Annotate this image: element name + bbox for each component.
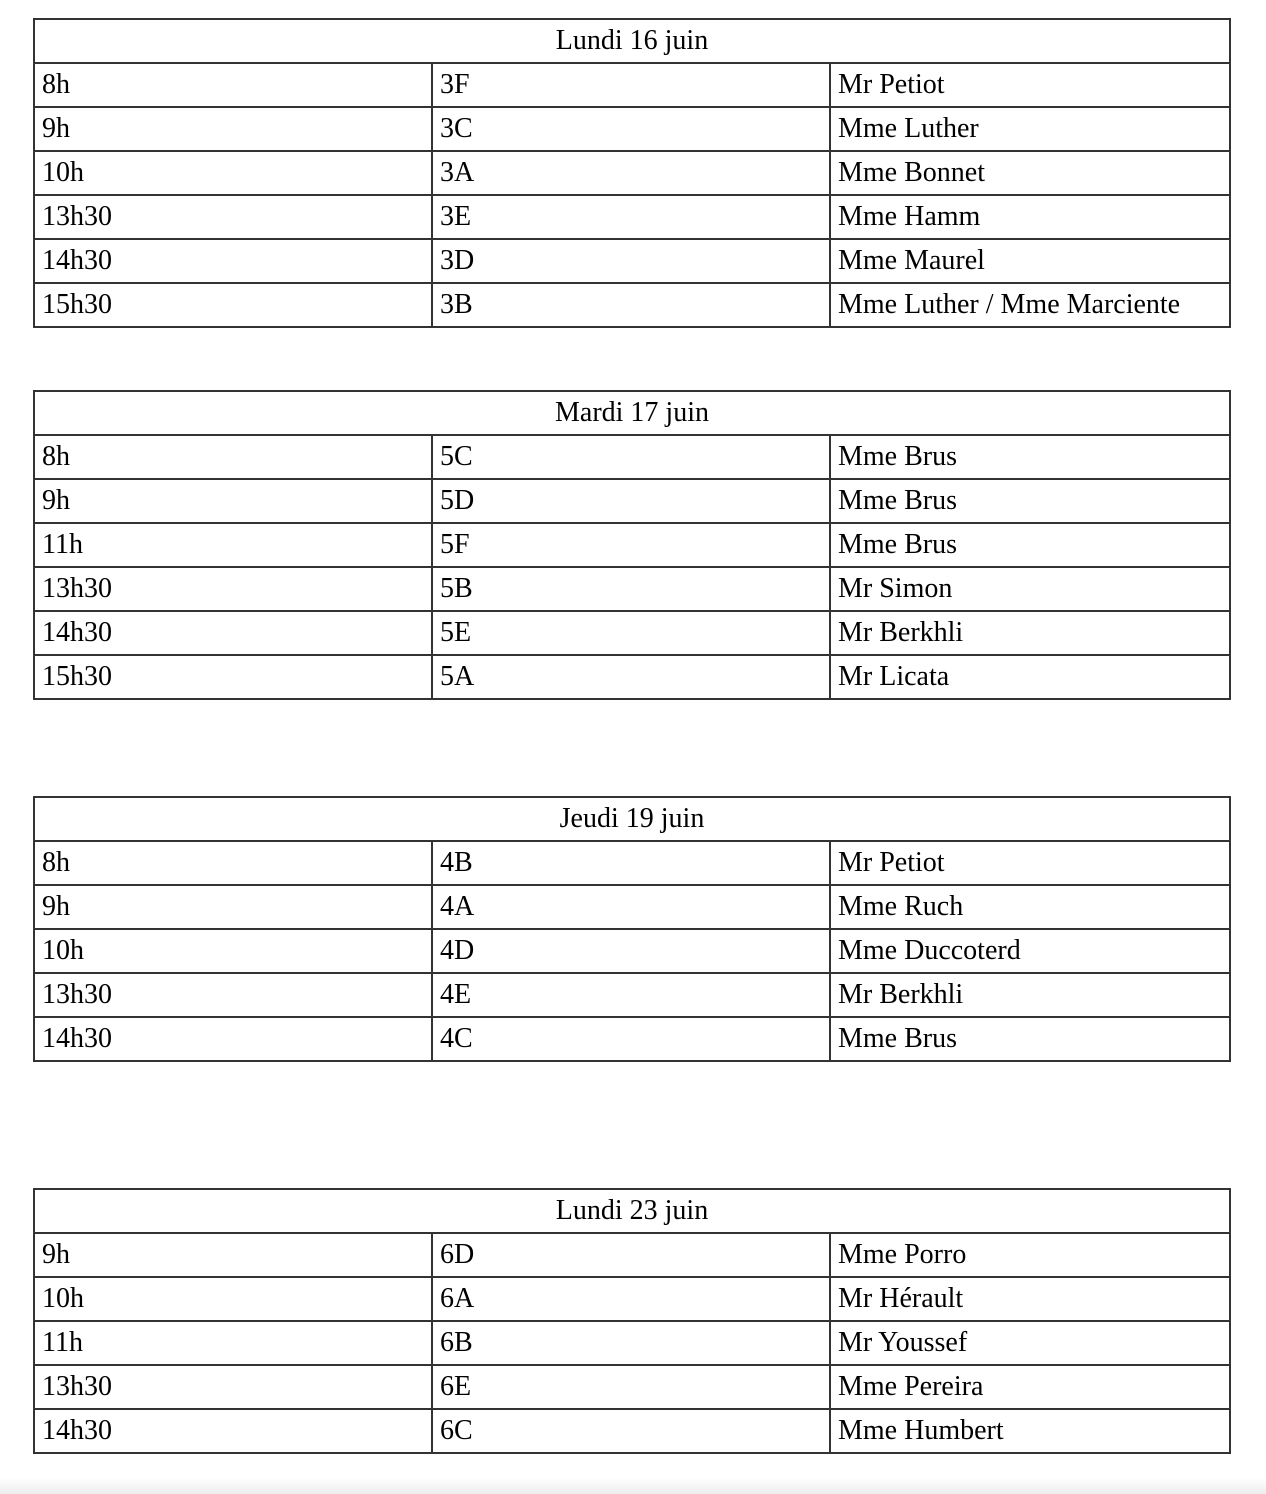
teacher-cell: Mme Duccoterd [830,929,1230,973]
time-cell: 10h [34,151,432,195]
class-cell: 6D [432,1233,830,1277]
table-row [34,611,1230,655]
teacher-cell: Mme Ruch [830,885,1230,929]
class-cell: 3A [432,151,830,195]
teacher-cell: Mme Pereira [830,1365,1230,1409]
table-row [34,841,1230,885]
time-cell: 14h30 [34,1017,432,1061]
teacher-cell: Mme Hamm [830,195,1230,239]
time-cell: 13h30 [34,1365,432,1409]
class-cell: 3E [432,195,830,239]
table-row [34,151,1230,195]
teacher-cell: Mme Maurel [830,239,1230,283]
table-row [34,1233,1230,1277]
day-title: Lundi 16 juin [34,19,1230,63]
table-row [34,655,1230,699]
teacher-cell: Mme Brus [830,1017,1230,1061]
class-cell: 6A [432,1277,830,1321]
table-row [34,885,1230,929]
table-row [34,1365,1230,1409]
time-cell: 13h30 [34,567,432,611]
table-row [34,283,1230,327]
teacher-cell: Mme Brus [830,523,1230,567]
schedule-table-day-3 [33,796,1231,1062]
time-cell: 8h [34,435,432,479]
table-row [34,479,1230,523]
class-cell: 4D [432,929,830,973]
time-cell: 11h [34,523,432,567]
class-cell: 5F [432,523,830,567]
table-row [34,567,1230,611]
time-cell: 15h30 [34,655,432,699]
table-row [34,63,1230,107]
teacher-cell: Mr Petiot [830,63,1230,107]
time-cell: 9h [34,479,432,523]
teacher-cell: Mr Berkhli [830,973,1230,1017]
time-cell: 8h [34,841,432,885]
time-cell: 14h30 [34,1409,432,1453]
day-title: Jeudi 19 juin [34,797,1230,841]
teacher-cell: Mme Luther [830,107,1230,151]
time-cell: 13h30 [34,195,432,239]
table-row [34,973,1230,1017]
class-cell: 4A [432,885,830,929]
day-header-row [34,391,1230,435]
class-cell: 6E [432,1365,830,1409]
table-row [34,1409,1230,1453]
teacher-cell: Mr Hérault [830,1277,1230,1321]
table-row [34,523,1230,567]
table-row [34,929,1230,973]
teacher-cell: Mme Brus [830,435,1230,479]
class-cell: 3F [432,63,830,107]
class-cell: 3B [432,283,830,327]
time-cell: 9h [34,1233,432,1277]
table-row [34,1017,1230,1061]
time-cell: 9h [34,107,432,151]
class-cell: 3D [432,239,830,283]
class-cell: 6C [432,1409,830,1453]
class-cell: 6B [432,1321,830,1365]
class-cell: 5D [432,479,830,523]
teacher-cell: Mr Youssef [830,1321,1230,1365]
class-cell: 5B [432,567,830,611]
time-cell: 14h30 [34,239,432,283]
time-cell: 13h30 [34,973,432,1017]
table-row [34,1277,1230,1321]
teacher-cell: Mr Petiot [830,841,1230,885]
time-cell: 11h [34,1321,432,1365]
teacher-cell: Mme Porro [830,1233,1230,1277]
day-header-row [34,1189,1230,1233]
table-row [34,107,1230,151]
time-cell: 15h30 [34,283,432,327]
class-cell: 5E [432,611,830,655]
time-cell: 8h [34,63,432,107]
time-cell: 14h30 [34,611,432,655]
day-header-row [34,797,1230,841]
table-row [34,435,1230,479]
schedule-table-day-1 [33,18,1231,328]
time-cell: 10h [34,1277,432,1321]
class-cell: 4E [432,973,830,1017]
class-cell: 5A [432,655,830,699]
teacher-cell: Mme Luther / Mme Marciente [830,283,1230,327]
teacher-cell: Mme Bonnet [830,151,1230,195]
teacher-cell: Mme Humbert [830,1409,1230,1453]
day-title: Mardi 17 juin [34,391,1230,435]
day-title: Lundi 23 juin [34,1189,1230,1233]
teacher-cell: Mr Licata [830,655,1230,699]
bottom-edge-shade [0,1478,1266,1494]
class-cell: 5C [432,435,830,479]
schedule-table-day-4 [33,1188,1231,1454]
class-cell: 3C [432,107,830,151]
time-cell: 9h [34,885,432,929]
time-cell: 10h [34,929,432,973]
table-row [34,195,1230,239]
table-row [34,1321,1230,1365]
teacher-cell: Mme Brus [830,479,1230,523]
class-cell: 4C [432,1017,830,1061]
schedule-table-day-2 [33,390,1231,700]
teacher-cell: Mr Berkhli [830,611,1230,655]
class-cell: 4B [432,841,830,885]
day-header-row [34,19,1230,63]
table-row [34,239,1230,283]
teacher-cell: Mr Simon [830,567,1230,611]
